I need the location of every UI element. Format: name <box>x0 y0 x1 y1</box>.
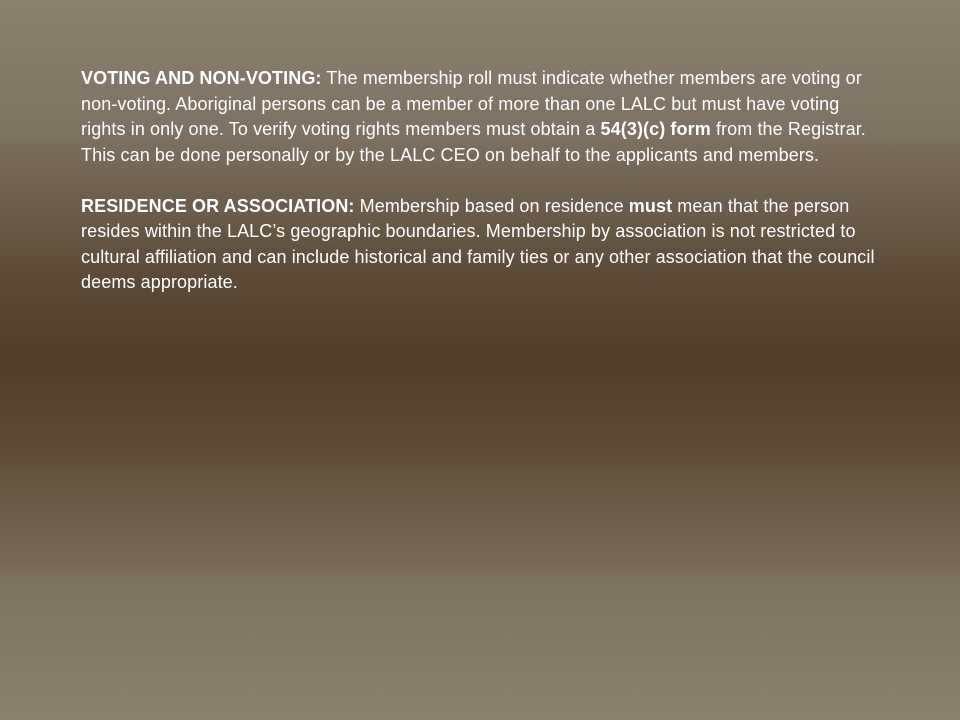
slide-body <box>81 66 881 296</box>
voting-text-2: from the Registrar. This can be done personally or by the LALC CEO on behalf to the applicants and members. <box>81 119 866 165</box>
residence-paragraph <box>81 194 881 296</box>
voting-heading: VOTING AND NON-VOTING: <box>81 68 322 88</box>
residence-text-1: Membership based on residence <box>354 195 629 216</box>
must-emphasis: must <box>628 195 673 216</box>
residence-text-2: mean that the person resides within the LALC’s geographic boundaries. Membership by association is not restricted to cultural affiliation and can include historical and family ties or any other association that the council deems appropriate. <box>81 195 875 292</box>
voting-text-1: The membership roll must indicate whether members are voting or non-voting. Aboriginal persons can be a member of more than one LALC but must have voting rights in only one. To verify voting rights members must obtain a <box>81 68 862 139</box>
voting-paragraph <box>81 66 881 168</box>
residence-heading: RESIDENCE OR ASSOCIATION: <box>81 195 355 216</box>
form-reference: 54(3)(c) form <box>600 119 711 139</box>
